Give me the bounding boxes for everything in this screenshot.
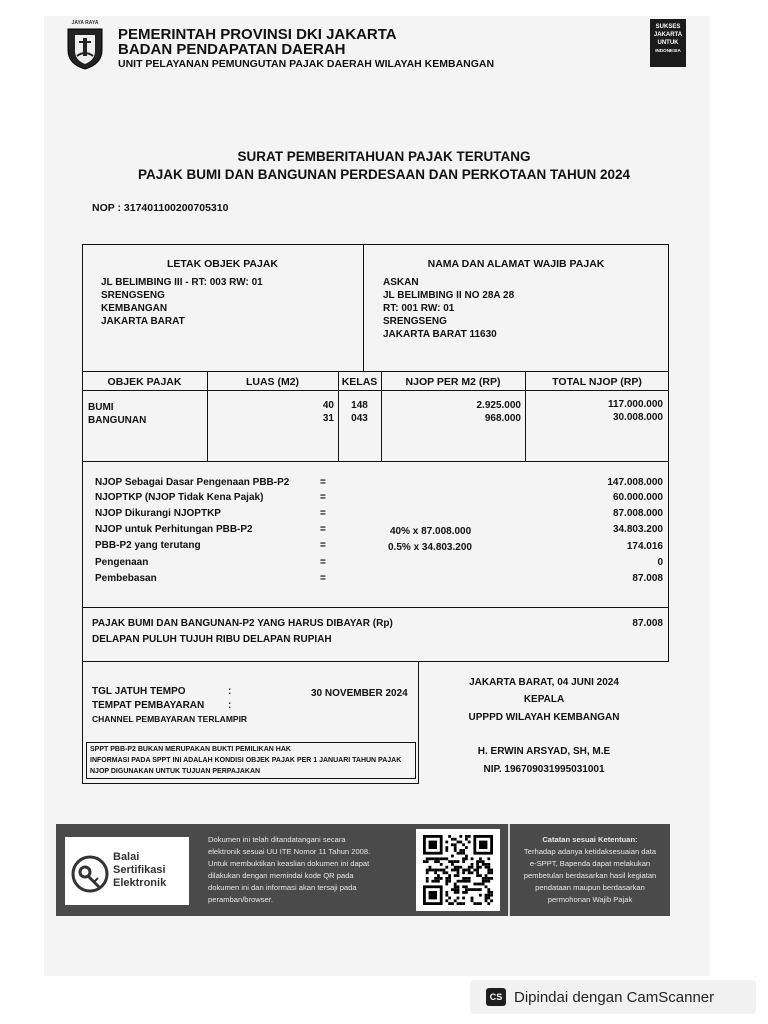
note-line: pendataan maupun berdasarkan [535,883,645,892]
col-header-area: LUAS (M2) [245,376,300,388]
slogan-line: JAKARTA [653,32,683,38]
payment-channel: CHANNEL PEMBAYARAN TERLAMPIR [92,714,248,724]
camscanner-watermark [470,980,756,1014]
object-location-address [101,276,263,328]
calc-eq: = [320,540,326,551]
due-date-label: TGL JATUH TEMPO [92,686,186,697]
calc-eq: = [320,508,326,519]
taxpayer-heading: NAMA DAN ALAMAT WAJIB PAJAK [427,258,605,270]
note-line: Terhadap adanya ketidaksesuaian data [523,847,657,856]
bsre-icon [70,854,110,894]
address-line: JAKARTA BARAT 11630 [383,329,497,340]
legal-notice [86,742,416,779]
esign-line: Untuk membuktikan keaslian dokumen ini dapat [208,859,370,868]
calc-label: PBB-P2 yang terutang [95,540,201,551]
shield-icon [64,26,106,70]
address-line: JL BELIMBING II NO 28A 28 [383,290,515,301]
cell-area: 31 [322,413,334,424]
calc-value: 174.016 [626,541,663,552]
signature-position: KEPALA [523,694,565,705]
camscanner-logo: CS [486,988,506,1006]
calc-eq: = [320,477,326,488]
bsre-name [113,851,166,890]
signature-place-date: JAKARTA BARAT, 04 JUNI 2024 [469,677,619,688]
bsre-logo [65,837,189,905]
calc-label: Pembebasan [95,573,157,584]
cell-total-njop: 117.000.000 [607,399,663,410]
due-date-value: 30 NOVEMBER 2024 [311,688,408,699]
address-line: KEMBANGAN [101,303,168,314]
bsre-line: Elektronik [113,877,167,889]
notice-line: NJOP DIGUNAKAN UNTUK TUJUAN PERPAJAKAN [90,768,261,775]
address-line: SRENGSENG [383,316,447,327]
calc-value: 60.000.000 [612,492,663,503]
esign-line: elektronik sesuai UU ITE Nomor 11 Tahun 2008. [208,847,371,856]
signatory-name: H. ERWIN ARSYAD, SH, M.E [477,746,611,757]
object-location-heading: LETAK OBJEK PAJAK [166,258,279,270]
payment-place-label: TEMPAT PEMBAYARAN [92,700,205,711]
taxpayer-name: ASKAN [383,277,419,288]
logo-caption: JAYA RAYA [71,20,99,26]
esign-line: dilakukan dengan memindai kode QR pada [208,871,354,880]
slogan-badge [650,19,686,67]
cell-njop-per-m2: 968.000 [484,413,521,424]
col-header-object: OBJEK PAJAK [107,376,182,388]
signatory-nip: NIP. 196709031995031001 [483,764,605,775]
taxpayer-address [383,276,514,341]
calc-label: Pengenaan [95,557,149,568]
note-title: Catatan sesuai Ketentuan: [542,835,638,844]
notice-line: INFORMASI PADA SPPT INI ADALAH KONDISI OBJEK PAJAK PER 1 JANUARI TAHUN PAJAK [90,757,402,764]
address-line: SRENGSENG [101,290,165,301]
cell-area: 40 [322,400,334,411]
calc-formula: 0.5% x 34.803.200 [388,542,472,553]
calc-eq: = [320,524,326,535]
slogan-line: UNTUK [657,40,679,46]
payment-place-colon: : [228,700,232,711]
qr-pattern [423,835,493,905]
document-subtitle: PAJAK BUMI DAN BANGUNAN PERDESAAN DAN PERKOTAAN TAHUN 2024 [137,167,631,182]
calc-formula: 40% x 87.008.000 [390,526,472,537]
document-title: SURAT PEMBERITAHUAN PAJAK TERUTANG [237,149,531,164]
bsre-line: Balai [113,851,140,863]
payable-amount: 87.008 [632,618,663,629]
header-unit: UNIT PELAYANAN PEMUNGUTAN PAJAK DAERAH WILAYAH KEMBANGAN [118,58,495,70]
calc-value: 147.008.000 [607,477,663,488]
calc-label: NJOP Dikurangi NJOPTKP [95,508,221,519]
calc-eq: = [320,573,326,584]
cell-class: 148 [351,400,368,411]
payable-label: PAJAK BUMI DAN BANGUNAN-P2 YANG HARUS DIBAYAR (Rp) [92,618,393,629]
cell-object: BANGUNAN [88,415,147,426]
esign-line: Dokumen ini telah ditandatangani secara [208,835,346,844]
esign-line: peramban/browser. [208,895,274,904]
table-header-rule [82,390,669,391]
footer-separator [508,824,510,916]
calc-value: 87.008 [632,573,663,584]
header-agency: BADAN PENDAPATAN DAERAH [118,41,346,58]
col-header-class: KELAS [341,376,378,388]
qr-code[interactable] [416,829,500,911]
esign-statement [196,834,408,906]
address-line: JL BELIMBING III - RT: 003 RW: 01 [101,277,263,288]
cell-njop-per-m2: 2.925.000 [476,400,521,411]
calc-value: 87.008.000 [612,508,663,519]
notice-line: SPPT PBB-P2 BUKAN MERUPAKAN BUKTI PEMILIKAN HAK [90,746,291,753]
calc-value: 0 [657,557,663,568]
note-line: e-SPPT, Bapenda dapat melakukan [529,859,651,868]
bsre-line: Sertifikasi [113,864,166,876]
signature-office: UPPPD WILAYAH KEMBANGAN [468,712,620,723]
slogan-line: INDONESIA [655,48,681,53]
cell-object: BUMI [88,402,114,413]
col-header-total-njop: TOTAL NJOP (RP) [552,376,642,388]
nop-number: NOP : 317401100200705310 [92,202,229,214]
payable-in-words: DELAPAN PULUH TUJUH RIBU DELAPAN RUPIAH [92,634,332,645]
calc-label: NJOPTKP (NJOP Tidak Kena Pajak) [95,492,264,503]
regulation-note [514,834,666,906]
note-line: pembetulan berdasarkan hasil kegiatan [523,871,657,880]
address-line: RT: 001 RW: 01 [383,303,455,314]
cell-class: 043 [351,413,368,424]
esign-footer [56,824,670,916]
camscanner-label: Dipindai dengan CamScanner [514,988,715,1006]
slogan-line: SUKSES [655,24,681,30]
header-government: PEMERINTAH PROVINSI DKI JAKARTA [118,26,397,43]
esign-line: dokumen ini dan informasi akan tersaji pada [208,883,357,892]
calc-label: NJOP untuk Perhitungan PBB-P2 [95,524,253,535]
due-date-colon: : [228,686,232,697]
calc-label: NJOP Sebagai Dasar Pengenaan PBB-P2 [95,477,290,488]
col-header-njop-per-m2: NJOP PER M2 (RP) [405,376,501,388]
calc-eq: = [320,557,326,568]
cell-total-njop: 30.008.000 [612,412,663,423]
calc-eq: = [320,492,326,503]
calc-value: 34.803.200 [612,524,663,535]
note-line: permohonan Wajib Pajak [547,895,633,904]
dki-jakarta-logo [64,20,106,70]
address-line: JAKARTA BARAT [101,316,185,327]
